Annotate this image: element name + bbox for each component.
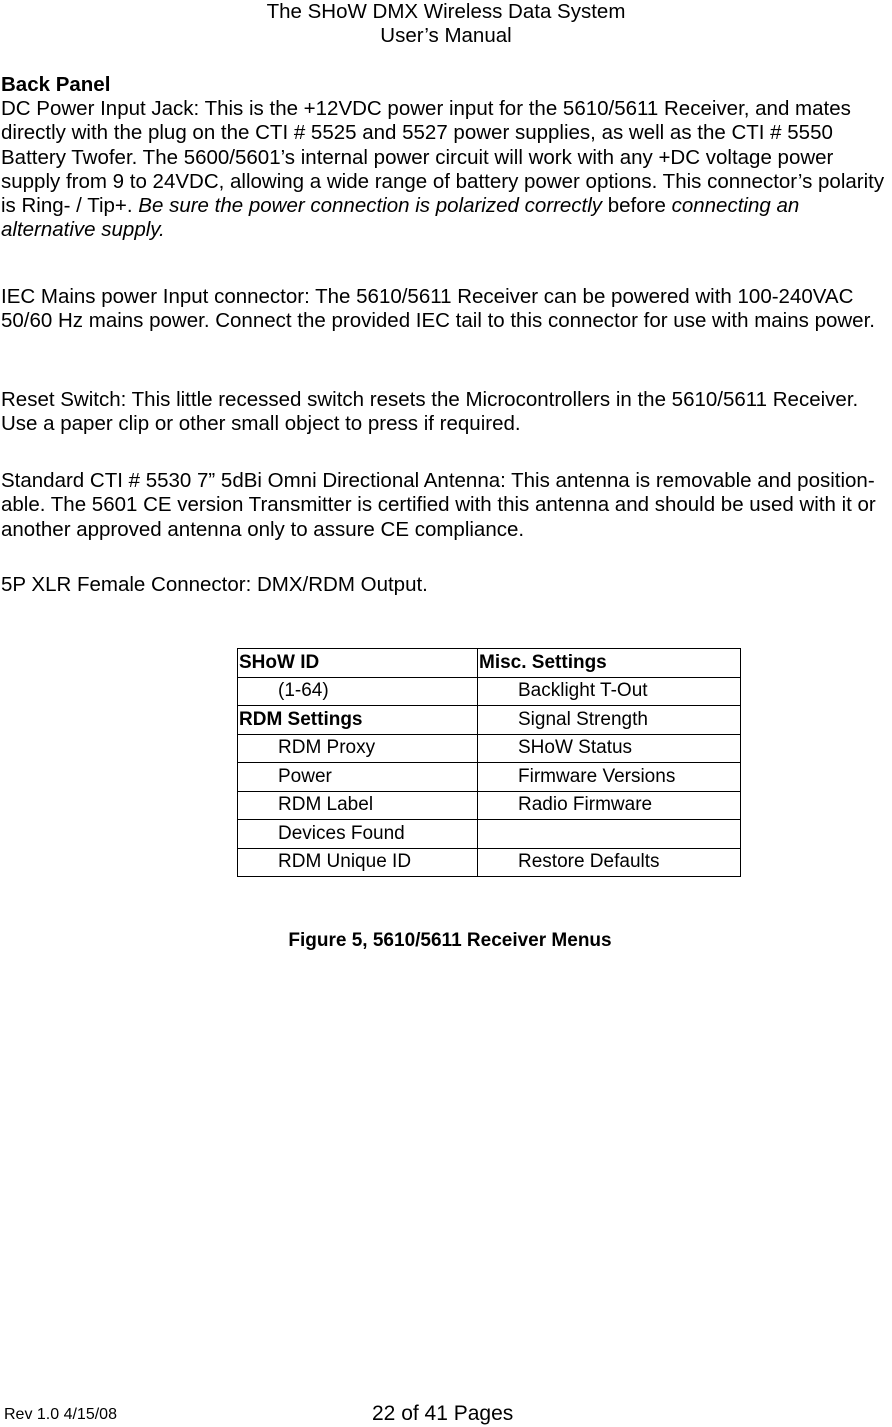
table-row (238, 706, 741, 735)
dc-power-warning-italic: Be sure the power connection is polarized correctly (138, 194, 603, 218)
table-cell-right: Backlight T-Out (478, 677, 741, 706)
table-cell-right (478, 820, 741, 849)
footer-revision: Rev 1.0 4/15/08 (4, 1406, 117, 1423)
footer-page-number: 22 of 41 Pages (372, 1402, 514, 1425)
document-header-title: The SHoW DMX Wireless Data System (266, 0, 626, 23)
table-cell-left: RDM Unique ID (238, 848, 478, 877)
receiver-menu-table (237, 648, 741, 877)
table-cell-left: Devices Found (238, 820, 478, 849)
table-cell-left: SHoW ID (238, 649, 478, 678)
table-row (238, 820, 741, 849)
table-cell-left: Power (238, 763, 478, 792)
table-cell-left: RDM Settings (238, 706, 478, 735)
table-cell-left: RDM Proxy (238, 734, 478, 763)
paragraph-dc-power (1, 97, 892, 243)
table-cell-right: Signal Strength (478, 706, 741, 735)
paragraph-iec-mains: IEC Mains power Input connector: The 5610/5611 Receiver can be powered with 100-240VAC 50/60 Hz mains power. Connect the provided IEC tail to this connector for use with mains power. (1, 285, 875, 333)
dc-power-plain: before (602, 194, 672, 218)
table-row (238, 791, 741, 820)
paragraph-reset-switch: Reset Switch: This little recessed switch resets the Microcontrollers in the 5610/5611 Receiver. Use a paper clip or other small object to press if required. (1, 388, 859, 436)
dc-power-text: DC Power Input Jack: This is the +12VDC power input for the 5610/5611 Receiver, and mates directly with the plug on the CTI # 5525 and 5527 power supplies, as well as the CTI # 5550 Battery Twofer. The 5600/5601’s internal power circuit will work with any +DC voltage power supply from 9 to 24VDC, allowing a wide range of battery power options. This connector’s polarity is Ring- / Tip+. (1, 97, 885, 218)
table-cell-left: (1-64) (238, 677, 478, 706)
table-row (238, 734, 741, 763)
paragraph-antenna: Standard CTI # 5530 7” 5dBi Omni Directional Antenna: This antenna is removable and position-able. The 5601 CE version Transmitter is certified with this antenna and should be used with it or another approved antenna only to assure CE compliance. (1, 469, 876, 541)
table-cell-right: Radio Firmware (478, 791, 741, 820)
document-header-subtitle: User’s Manual (380, 24, 512, 47)
table-row (238, 677, 741, 706)
table-row (238, 649, 741, 678)
section-title: Back Panel (1, 73, 111, 96)
table-row (238, 848, 741, 877)
table-cell-right: Restore Defaults (478, 848, 741, 877)
table-row (238, 763, 741, 792)
table-cell-left: RDM Label (238, 791, 478, 820)
paragraph-xlr: 5P XLR Female Connector: DMX/RDM Output. (1, 573, 428, 596)
table-cell-right: SHoW Status (478, 734, 741, 763)
figure-caption: Figure 5, 5610/5611 Receiver Menus (288, 930, 612, 951)
table-cell-right: Firmware Versions (478, 763, 741, 792)
dc-power-warning-italic-end: connecting an alternative supply. (1, 194, 800, 242)
table-cell-right: Misc. Settings (478, 649, 741, 678)
